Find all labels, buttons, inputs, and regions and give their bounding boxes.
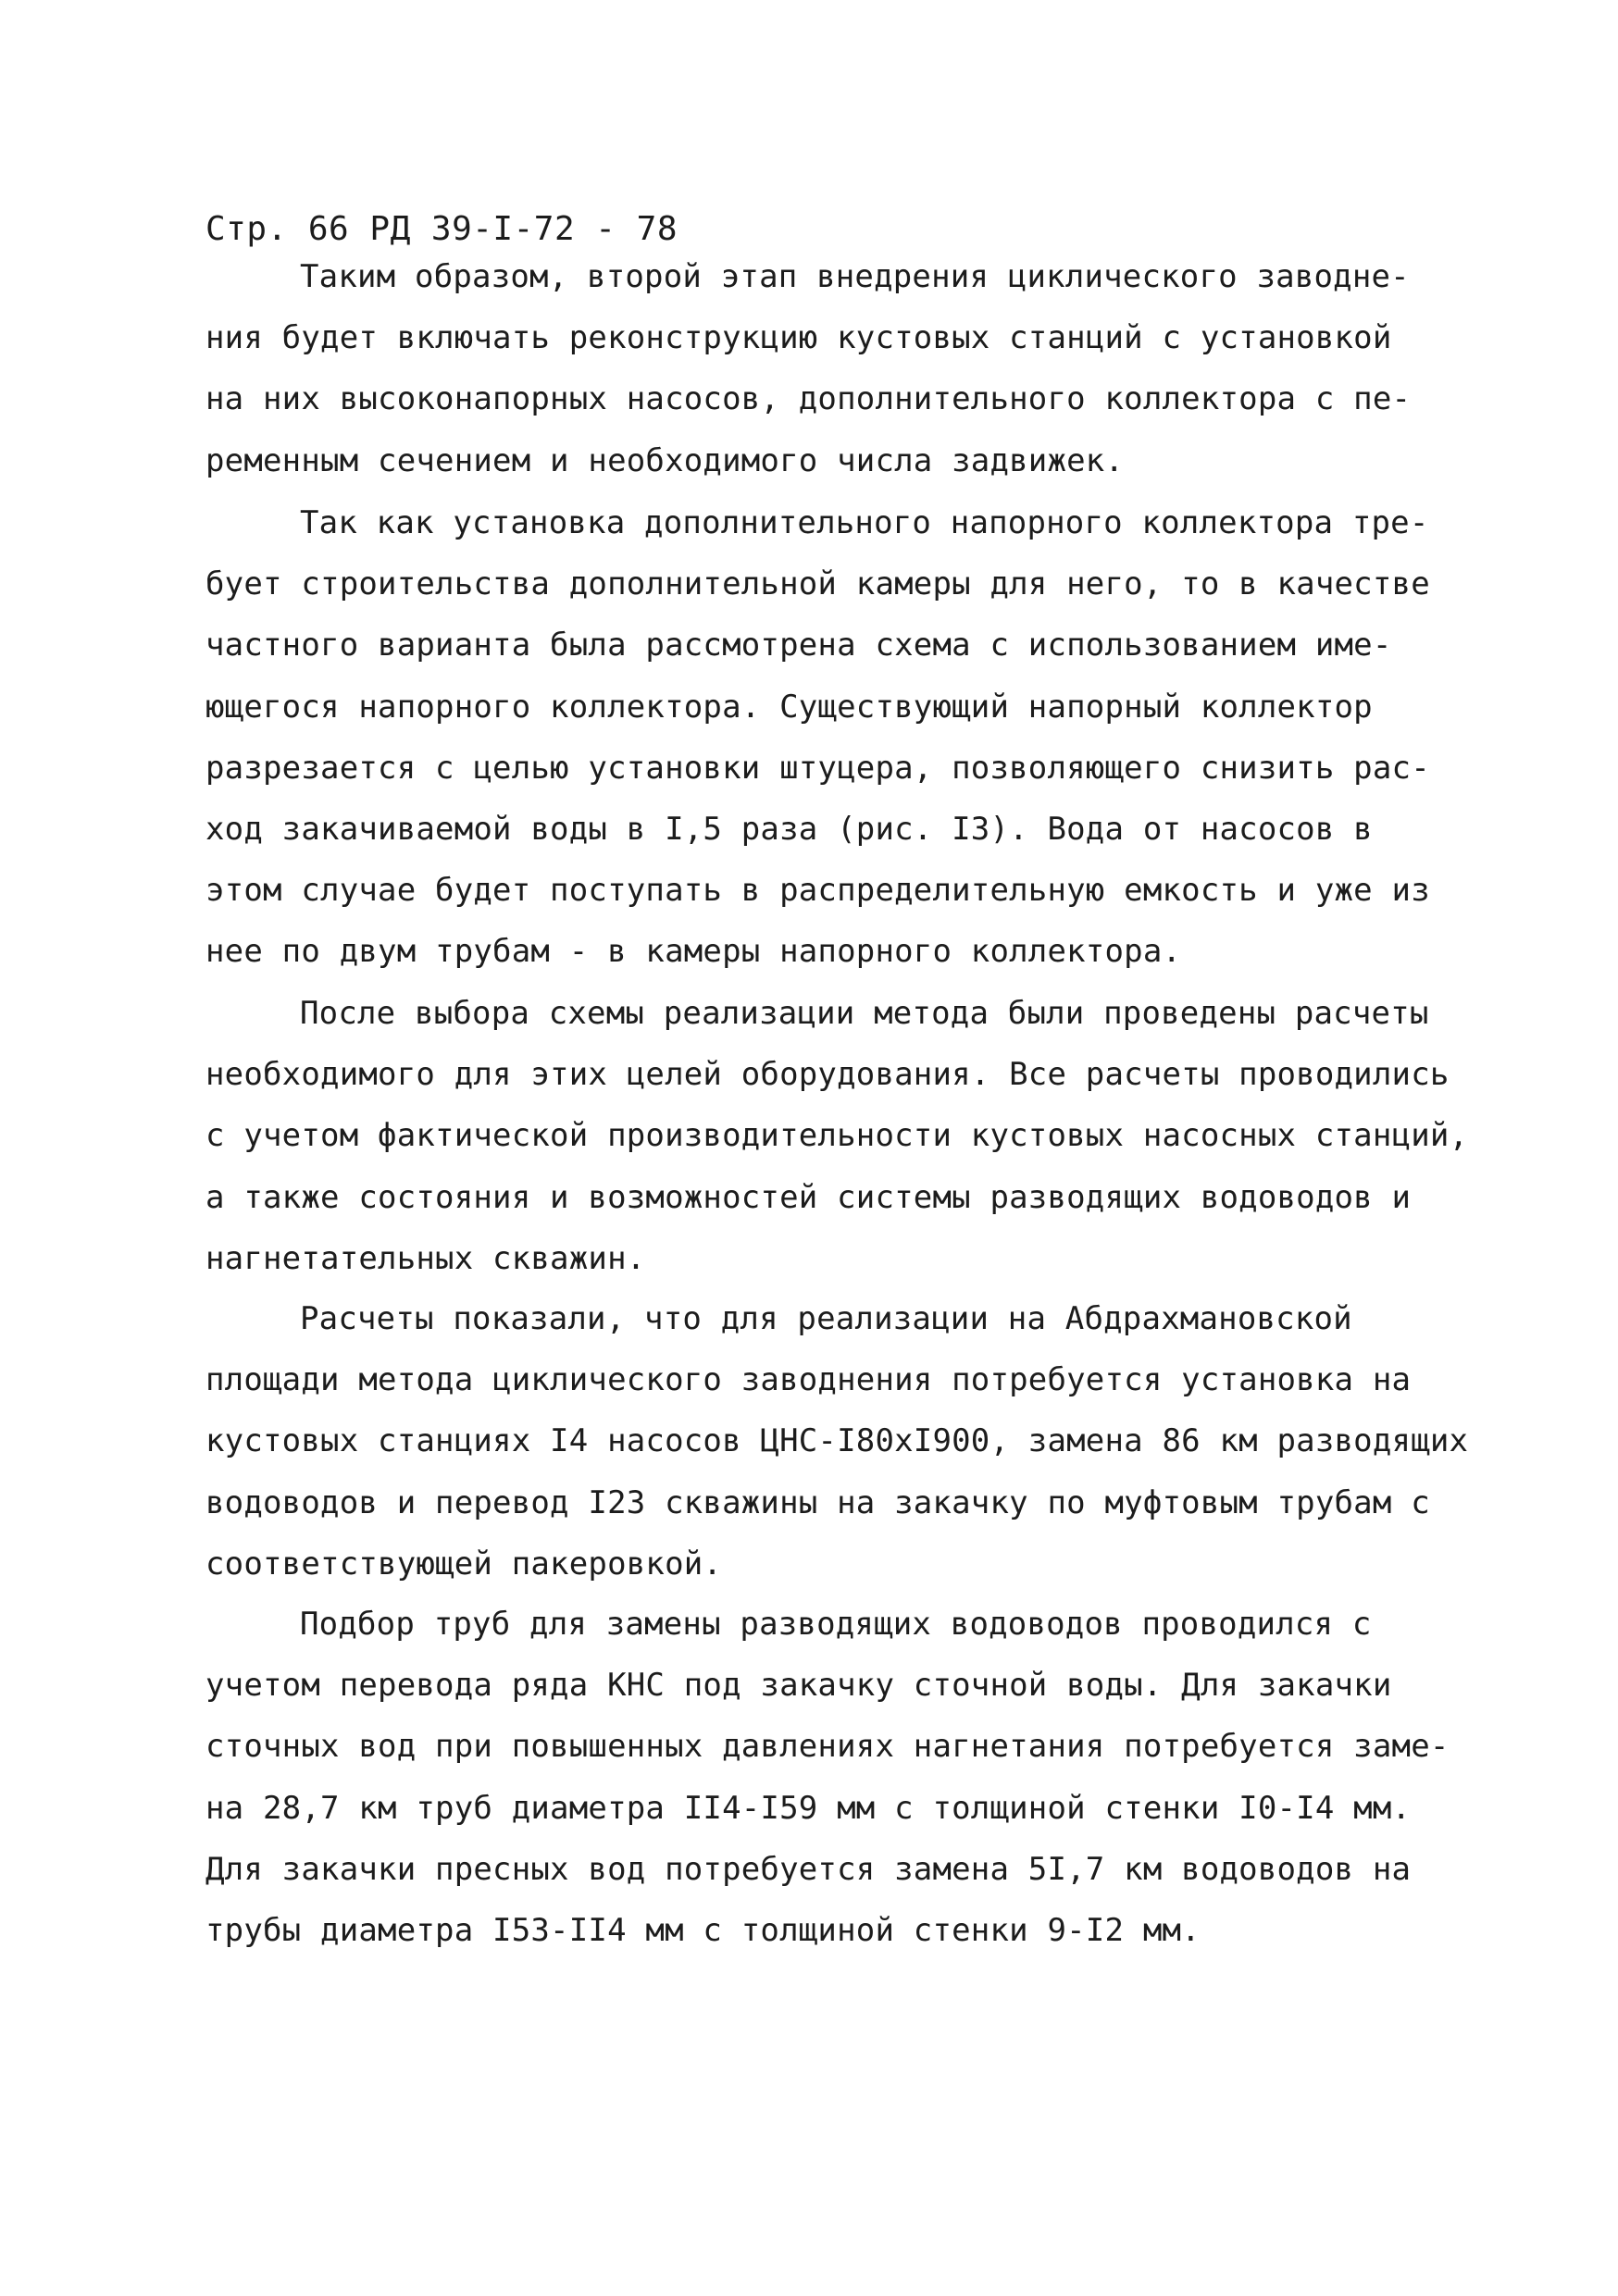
text-line: с учетом фактической производительности кустовых насосных станций,: [205, 1117, 1469, 1154]
text-line: Таким образом, второй этап внедрения циклического заводне-: [300, 258, 1410, 295]
text-line: кустовых станциях I4 насосов ЦНС-I80xI900, замена 86 км разводящих: [205, 1422, 1469, 1459]
text-line: Подбор труб для замены разводящих водоводов проводился с: [300, 1606, 1372, 1643]
text-line: необходимого для этих целей оборудования. Все расчеты проводились: [205, 1056, 1450, 1093]
text-line: трубы диаметра I53-II4 мм с толщиной стенки 9-I2 мм.: [205, 1912, 1201, 1949]
text-line: частного варианта была рассмотрена схема с использованием име-: [205, 627, 1392, 664]
text-line: на 28,7 км труб диаметра II4-I59 мм с толщиной стенки I0-I4 мм.: [205, 1790, 1412, 1827]
text-line: ния будет включать реконструкцию кустовых станций с установкой: [205, 319, 1392, 356]
text-line: этом случае будет поступать в распределительную емкость и уже из: [205, 872, 1430, 909]
text-line: водоводов и перевод I23 скважины на закачку по муфтовым трубам с: [205, 1484, 1430, 1521]
text-line: разрезается с целью установки штуцера, позволяющего снизить рас-: [205, 750, 1430, 787]
text-line: на них высоконапорных насосов, дополнительного коллектора с пе-: [205, 380, 1412, 417]
text-line: учетом перевода ряда КНС под закачку сточной воды. Для закачки: [205, 1667, 1392, 1704]
text-line: ющегося напорного коллектора. Существующий напорный коллектор: [205, 689, 1373, 726]
text-line: Для закачки пресных вод потребуется замена 5I,7 км водоводов на: [205, 1851, 1412, 1888]
text-line: площади метода циклического заводнения потребуется установка на: [205, 1361, 1412, 1398]
text-line: сточных вод при повышенных давлениях нагнетания потребуется заме-: [205, 1728, 1450, 1765]
text-line: нее по двум трубам - в камеры напорного коллектора.: [205, 933, 1182, 970]
page-header: Стр. 66 РД 39-I-72 - 78: [205, 210, 678, 248]
text-line: Расчеты показали, что для реализации на Абдрахмановской: [300, 1300, 1352, 1337]
text-line: а также состояния и возможностей системы разводящих водоводов и: [205, 1179, 1412, 1216]
text-line: бует строительства дополнительной камеры для него, то в качестве: [205, 565, 1430, 602]
text-line: Так как установка дополнительного напорного коллектора тре-: [300, 504, 1429, 541]
text-line: ременным сечением и необходимого числа задвижек.: [205, 442, 1125, 479]
text-line: соответствующей пакеровкой.: [205, 1545, 723, 1582]
text-line: ход закачиваемой воды в I,5 раза (рис. I3). Вода от насосов в: [205, 811, 1373, 848]
text-line: нагнетательных скважин.: [205, 1240, 646, 1277]
text-line: После выбора схемы реализации метода были проведены расчеты: [300, 995, 1429, 1032]
